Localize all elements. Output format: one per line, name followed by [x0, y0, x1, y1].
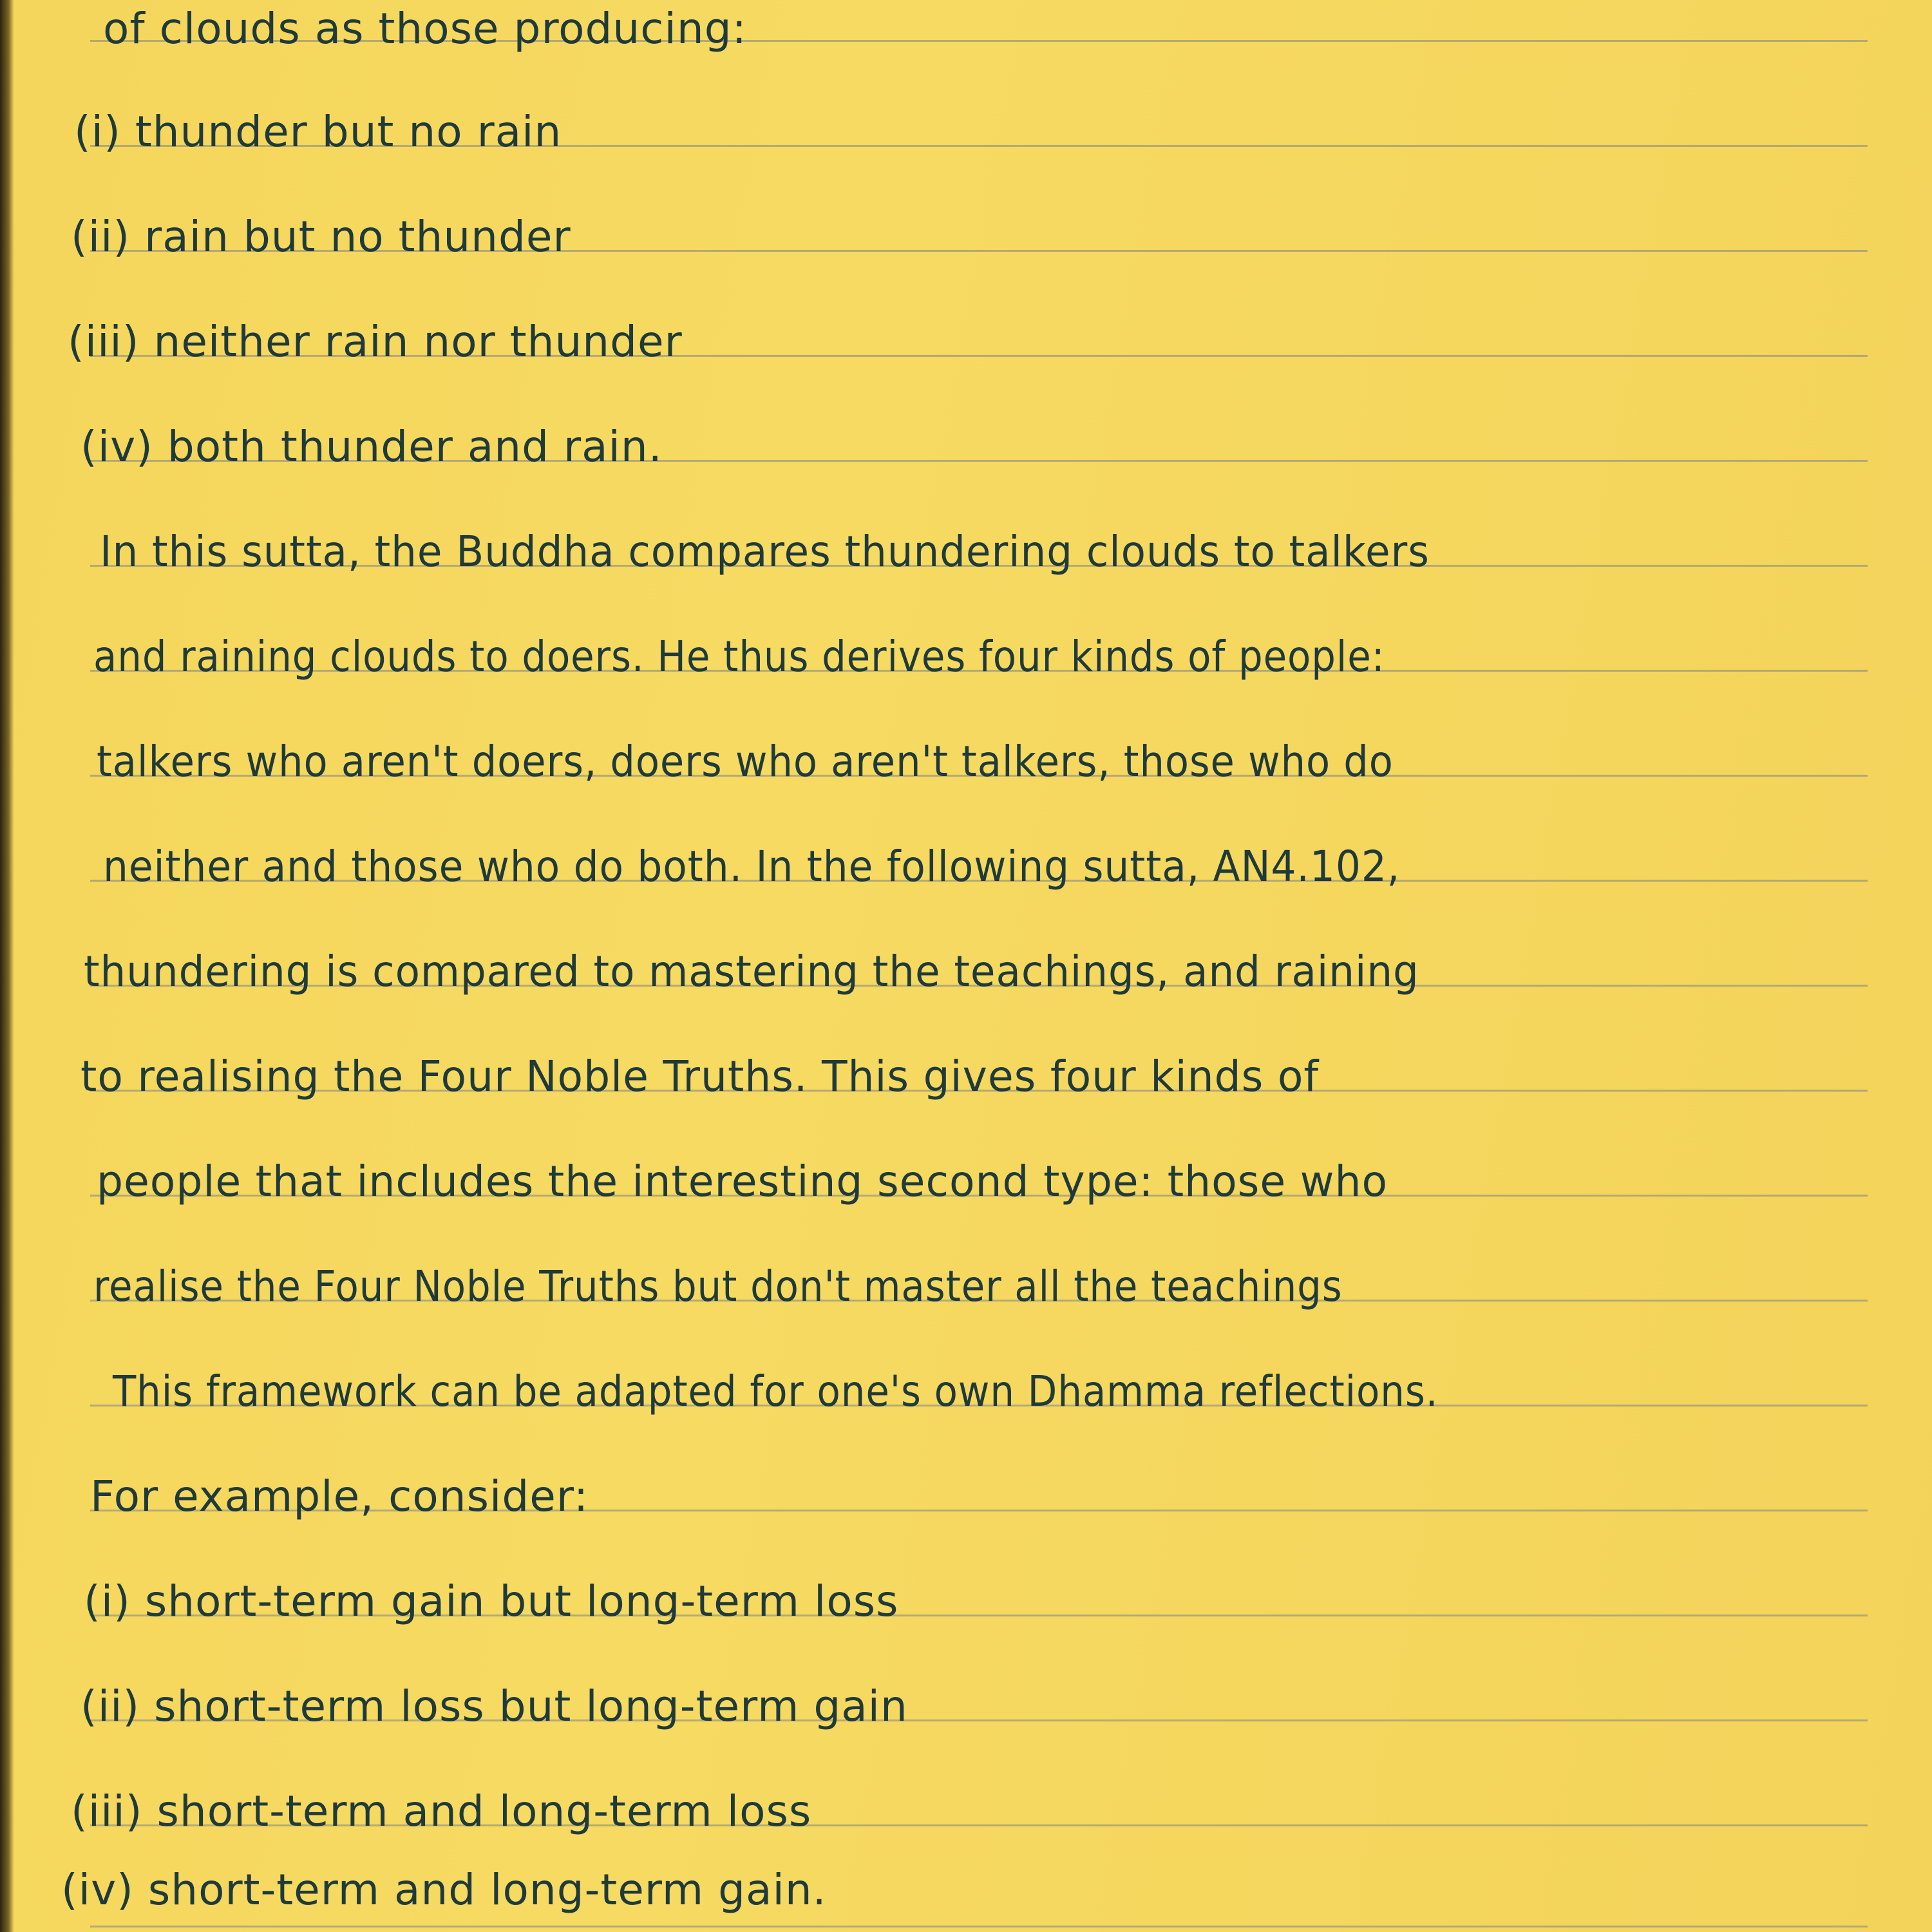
- handwritten-line: to realising the Four Noble Truths. This gives four kinds of: [80, 1052, 1320, 1101]
- handwritten-line: (ii) short-term loss but long-term gain: [80, 1681, 908, 1731]
- handwritten-line: neither and those who do both. In the following sutta, AN4.102,: [103, 842, 1401, 891]
- handwritten-line: In this sutta, the Buddha compares thundering clouds to talkers: [100, 527, 1430, 576]
- handwritten-line: For example, consider:: [90, 1472, 589, 1521]
- handwritten-line: and raining clouds to doers. He thus derives four kinds of people:: [93, 632, 1385, 681]
- handwritten-line: (i) short-term gain but long-term loss: [84, 1577, 899, 1626]
- handwritten-line: people that includes the interesting second type: those who: [97, 1157, 1388, 1206]
- handwritten-line: realise the Four Noble Truths but don't master all the teachings: [93, 1262, 1343, 1311]
- handwritten-line: (iii) short-term and long-term loss: [71, 1786, 812, 1836]
- handwritten-line: talkers who aren't doers, doers who aren't talkers, those who do: [97, 737, 1394, 786]
- handwritten-line: thundering is compared to mastering the teachings, and raining: [84, 947, 1419, 996]
- handwritten-line: (iv) both thunder and rain.: [80, 422, 663, 471]
- handwritten-line: (ii) rain but no thunder: [71, 212, 571, 261]
- page-edge-shadow: [0, 0, 14, 1932]
- handwritten-line: of clouds as those producing:: [103, 4, 747, 53]
- handwritten-line: (iv) short-term and long-term gain.: [61, 1865, 827, 1915]
- handwritten-line: (i) thunder but no rain: [74, 107, 562, 156]
- handwritten-line: (iii) neither rain nor thunder: [68, 317, 683, 366]
- handwritten-line: This framework can be adapted for one's own Dhamma reflections.: [113, 1367, 1439, 1416]
